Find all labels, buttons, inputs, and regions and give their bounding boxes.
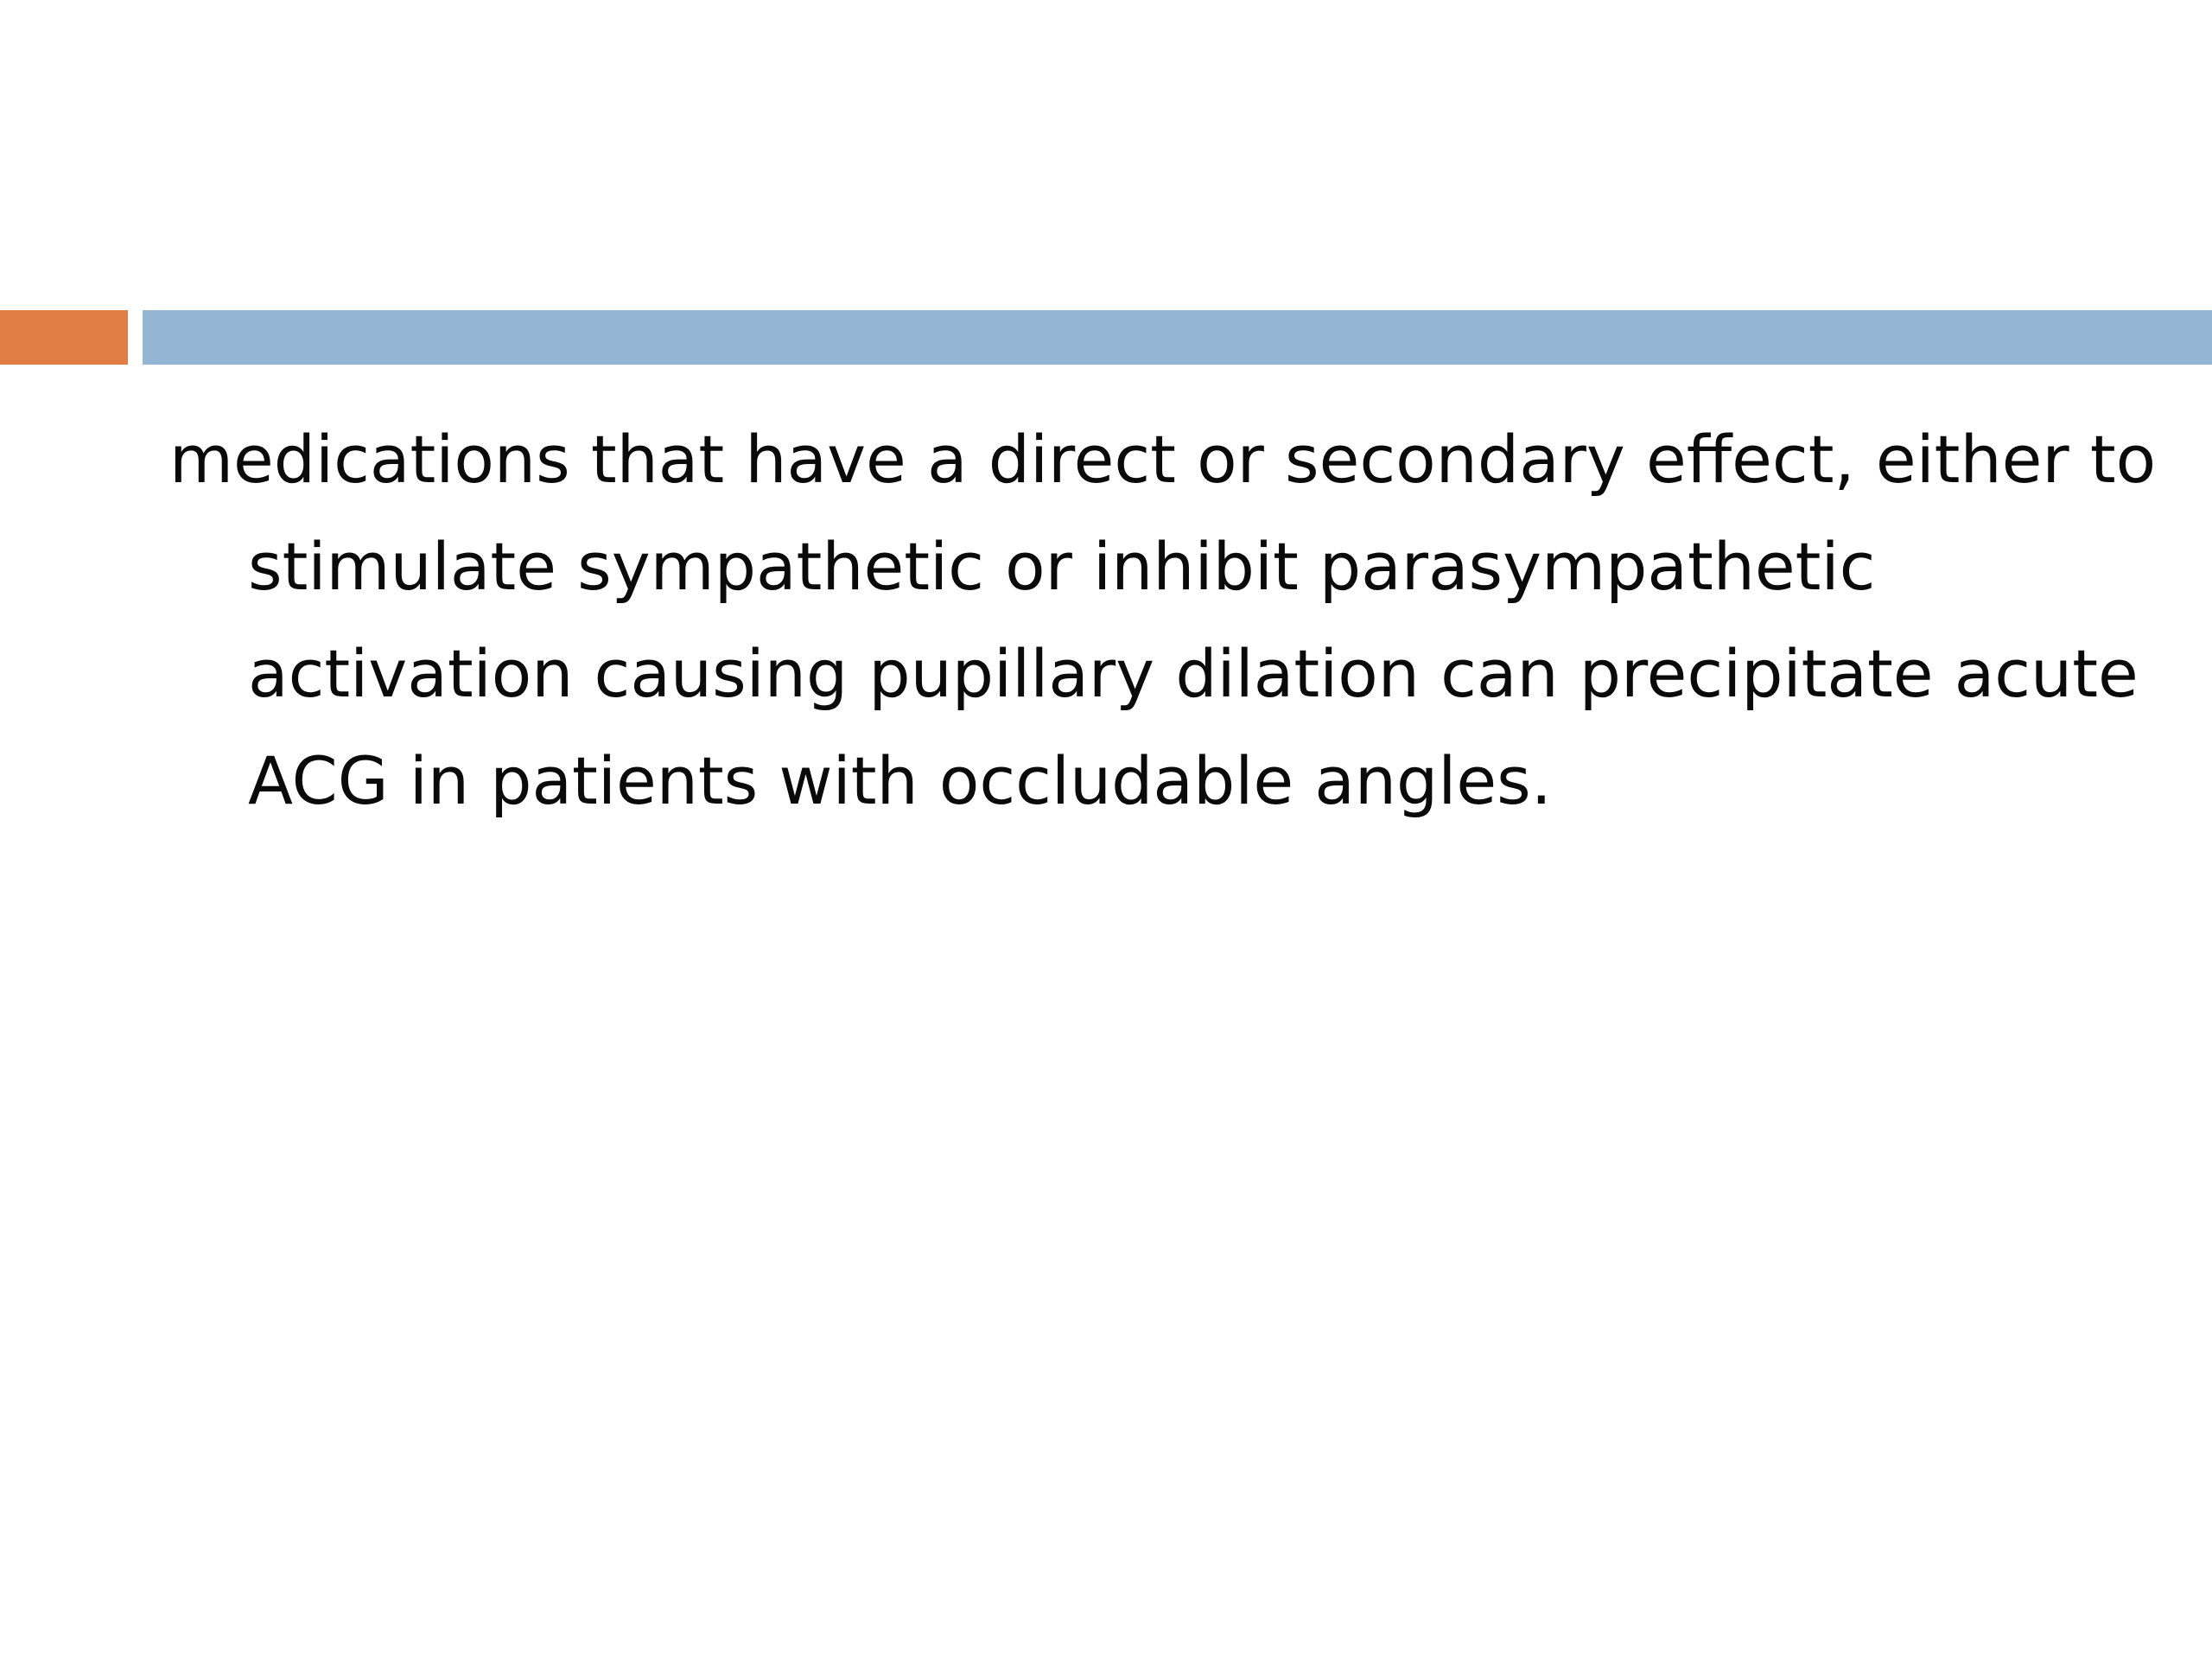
accent-bar [0,310,128,365]
header-bar [143,310,2212,365]
body-paragraph: medications that have a direct or secondary effect, either to stimulate sympathetic or inhibit parasympathetic activation causing pupillary dilation can precipitate acute ACG in patients with occludable angles. [169,421,2157,819]
